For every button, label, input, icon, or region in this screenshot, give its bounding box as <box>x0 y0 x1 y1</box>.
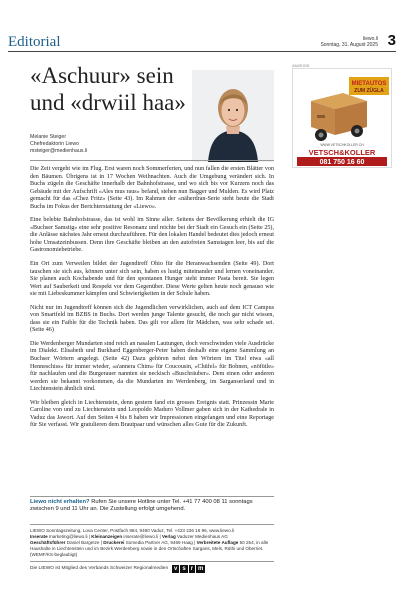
imprint-label: Druckerei <box>103 540 125 545</box>
vsrm-letter: r <box>190 566 194 572</box>
header-meta <box>320 36 378 48</box>
imprint-value: Somedia Partner AG, 9469 Haag | <box>124 540 197 545</box>
imprint-label: Kleinanzeigen <box>91 534 123 539</box>
ad-url: WWW.VETSCHKOLLER.CH <box>320 143 364 147</box>
vsrm-letter: m <box>198 566 204 572</box>
ad-graphic <box>293 69 391 167</box>
article-paragraph: Die Zeit vergeht wie im Flug. Erst waren noch Sommerferien, und nun fallen die ersten Blätter von den Bäumen. Übrigens ist in 17 Wochen Weihnachten. Auch die Umgebung verändert sich. In Buchs zügeln die Geschäfte innerhalb der Bahnhofstrasse, und wo sich bis vor Kurzem noch das Gebäude mit der Aufschrift «Ales mus raus» befand, stehen nun Bagger und Mulden. Es wird Platz gemacht für das «Chez Fritz» (Seite 43). Im Rahmen der «näherdran-Serie steht heute die Stadt Buchs im Fokus der Berichterstattung der «Liewo». <box>30 166 274 210</box>
imprint-address: LIEWO Sonntagszeitung, Lova Center, Postfach 884, 9490 Vaduz, Tel. +423 236 16 96, www.liewo.li <box>30 528 234 533</box>
vsrm-letter: s <box>182 566 186 572</box>
article-body <box>30 166 274 436</box>
vsrm-letter: v <box>174 566 178 572</box>
issue-date: Sonntag, 31. August 2025 <box>320 42 378 48</box>
moving-box-icon <box>311 93 367 141</box>
article-paragraph: Die Werdenberger Mundarten sind reich an nasalen Lautungen, doch verschwinden viele Ausdrücke im Dialekt. Elisabeth und Burkhard Eggenberger-Peter haben deshalb eine eigene Sammlung an Buchser Wörtern angelegt. (Seite 42) Dazu gehören nebst den Wörtern im Titel etwa «all Henneschiss» für immer wieder, «a'annera Chim» für Coucousin, «Chüfel» für Bohnen, «nöfütle» für nachlaufen und die Burgerauer nannten sie neckisch «Buschräuber». Dem einen oder anderen werden sie bekannt vorkommen, da die Mundarten im Werdenberg, im Sarganserland und in Liechtenstein ähnlich sind. <box>30 340 274 393</box>
ad-badge-subtext: ZUM ZÜGLA <box>354 88 384 94</box>
site-name: liewo.li <box>362 36 378 42</box>
imprint-label: Geschäftsführer <box>30 540 66 545</box>
page-number: 3 <box>387 32 396 49</box>
delivery-notice-title: Liewo nicht erhalten? <box>30 499 90 505</box>
author-email[interactable]: msteiger@medienhaus.li <box>30 148 88 154</box>
author-rule <box>30 160 274 161</box>
ad-label: ANZEIGE <box>292 63 310 68</box>
imprint-value: marketing@liewo.li | <box>47 534 92 539</box>
ad-badge-text: MIETAUTOS <box>351 81 387 87</box>
ad-phone: 081 750 16 60 <box>319 159 365 166</box>
advertisement[interactable] <box>292 68 392 168</box>
imprint-label: Verlag <box>161 534 176 539</box>
portrait-image <box>192 70 274 162</box>
cta-rule <box>30 496 274 497</box>
section-title: Editorial <box>8 34 61 50</box>
header-rule <box>8 51 396 52</box>
delivery-notice <box>30 499 274 513</box>
ad-badge <box>349 77 389 95</box>
imprint-value: Daniel Bargetze | <box>65 540 104 545</box>
imprint-label: Inserate <box>30 534 48 539</box>
article-paragraph: Nicht nur im Jugendtreff können sich die Jugendlichen verwirklichen, auch auf dem ICT Campus von Smartfeld im BZBS in Buchs. Dort werden junge Talente gesucht, die noch gar nicht wissen, dass sie ein Faible für die Technik haben. Das gilt vor allem für Mädchen, was sehr schade sei. (Seite 46) <box>30 304 274 334</box>
membership-note: Die LIEWO ist Mitglied des Verbands Schweizer Regionalmedien <box>30 566 169 571</box>
imprint-value: inserate@liewo.li | <box>122 534 162 539</box>
author-portrait <box>192 70 274 162</box>
author-role: Chefredaktorin Liewo <box>30 141 80 147</box>
author-name: Melanie Steiger <box>30 134 67 140</box>
headline-line-2: und «drwiil haa» <box>30 90 186 115</box>
imprint-rule <box>30 524 274 525</box>
headline-line-1: «Aschuur» sein <box>30 63 174 88</box>
imprint <box>30 528 274 558</box>
delivery-notice-text: Rufen Sie unsere Hotline unter Tel. +41 77 400 08 11 sonntags zwischen 9 und 11 Uhr an. Die Zustellung erfolgt umgehend. <box>30 499 253 513</box>
imprint-label: Verbreitete Auflage <box>196 540 239 545</box>
article-paragraph: Ein Ort zum Verweilen bildet der Jugendtreff Ohio für die Heranwachsenden (Seite 49). Dort tauschen sie sich aus, können unter sich sein, haben es lustig miteinander und lernen voneinander. Sie planen auch Kochabende und für den spontanen Hunger steht immer Pasta bereit. Sie legen Wert auf Sauberkeit und Respekt vor dem Gegenüber. Diese Werte gelten heute noch genauso wie sie mit Liebeskummer kämpfen und Schwierigkeiten in der Schule haben. <box>30 261 274 298</box>
vsrm-logo <box>172 565 205 573</box>
article-paragraph: Eine belebte Bahnhofstrasse, das ist wohl im Sinne aller. Seitens der Bevölkerung erhielt die IG «Buchser Samstig» eine sehr positive Resonanz und reichte bei der Stadt ein Gesuch ein (Seite 25), die Anlässe nächstes Jahr erneut durchzuführen. Für den lokalen Handel bedeutet dies jedoch erneut hohe Umsatzeinbussen. Denn ihre Geschäfte bleiben an den autofreien Samstagen leer, bis auf die Gastronomiebetriebe. <box>30 217 275 254</box>
imprint-value: 50 254, in alle Haushalte in Liechtenstein und im Bezirk Werdenberg sowie in den Ortschaften Sargans, Mels, Rüthi und Oberriet. (WEMF/KS-beglaubigt) <box>30 540 269 557</box>
ad-brand: VETSCH&KOLLER <box>308 148 376 157</box>
author-block <box>30 134 87 155</box>
imprint-value: Vaduzer Medienhaus AG <box>175 534 228 539</box>
page-header <box>0 0 404 50</box>
member-rule <box>30 561 274 562</box>
article-paragraph: Wir bleiben gleich in Liechtenstein, denn gestern fand ein grosses Ereignis statt. Prinzessin Marie Caroline von und zu Liechtenstein und Leopoldo Maduro Vollmer gaben sich in der Kathedrale in Vaduz das Jawort. Auf den Seiten 4 bis 8 haben wir Impressionen eingefangen und eine Reportage für Sie verfasst. Wir gratulieren dem Brautpaar und wünschen alles Gute für die Zukunft. <box>30 399 274 429</box>
